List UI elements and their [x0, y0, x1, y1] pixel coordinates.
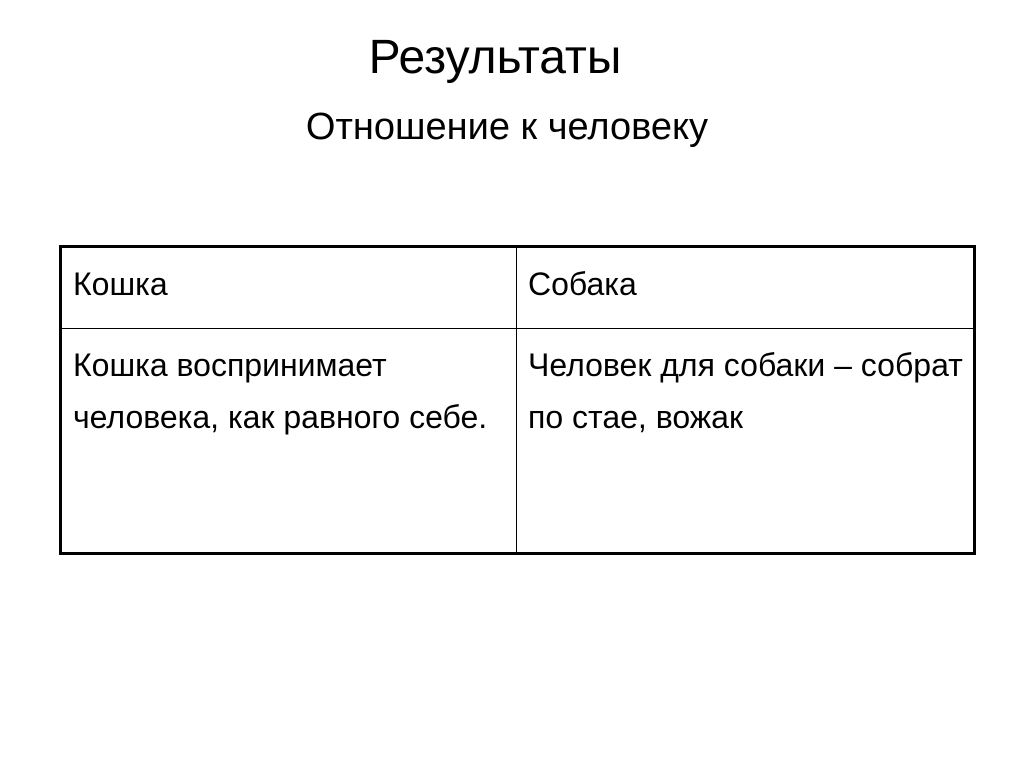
cell-dog-description: Человек для собаки – собрат по стае, вожак: [517, 329, 975, 554]
header-cat: Кошка: [61, 247, 517, 329]
header-dog: Собака: [517, 247, 975, 329]
slide-subtitle: Отношение к человеку: [305, 106, 709, 148]
cell-cat-description: Кошка воспринимает человека, как равного себе.: [61, 329, 517, 554]
table-header-row: [61, 247, 975, 329]
slide-title: Результаты: [368, 31, 622, 84]
table-row: [61, 329, 975, 554]
comparison-table: [59, 245, 976, 555]
